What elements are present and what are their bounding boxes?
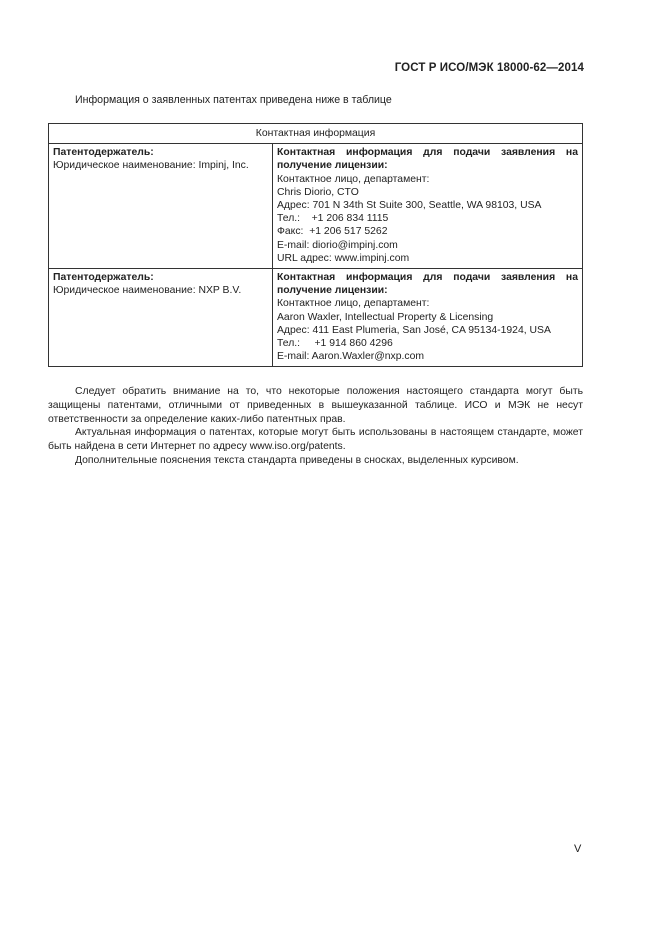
page-number: V: [574, 843, 582, 855]
holder-name: Юридическое наименование: Impinj, Inc.: [53, 160, 249, 172]
contact-title: Контактная информация для подачи заявления на получение лицензии:: [277, 272, 578, 297]
contact-line: Адрес: 411 East Plumeria, San José, CA 95134-1924, USA: [277, 324, 551, 336]
page-header: ГОСТ Р ИСО/МЭК 18000-62—2014: [394, 62, 584, 74]
contact-url: URL адрес: www.impinj.com: [277, 252, 410, 264]
contact-line: Контактное лицо, департамент:: [277, 298, 430, 310]
notes-section: [48, 385, 583, 468]
holder-title: Патентодержатель:: [53, 147, 154, 159]
table-caption-row: [49, 124, 583, 144]
contact-email: E-mail: Aaron.Waxler@nxp.com: [277, 351, 425, 363]
table-caption: Контактная информация: [49, 124, 583, 144]
table-row: [49, 269, 583, 367]
contact-line: Aaron Waxler, Intellectual Property & Licensing: [277, 311, 494, 323]
holder-cell: [49, 144, 273, 269]
table-row: [49, 144, 583, 269]
holder-name: Юридическое наименование: NXP B.V.: [53, 285, 242, 297]
contact-line: Факс: +1 206 517 5262: [277, 226, 388, 238]
contact-line: Контактное лицо, департамент:: [277, 173, 430, 185]
note-paragraph: Следует обратить внимание на то, что некоторые положения настоящего стандарта могут быть защищены патентами, отличными от приведенных в вышеуказанной таблице. ИСО и МЭК не несут ответственности за определение каких-либо патентных прав.: [48, 386, 583, 425]
note-paragraph: Дополнительные пояснения текста стандарта приведены в сносках, выделенных курсивом.: [75, 454, 519, 466]
contact-cell: [273, 144, 583, 269]
contact-title: Контактная информация для подачи заявления на получение лицензии:: [277, 147, 578, 172]
contact-line: Chris Diorio, CTO: [277, 186, 359, 198]
contact-email: E-mail: diorio@impinj.com: [277, 239, 398, 251]
contact-line: Адрес: 701 N 34th St Suite 300, Seattle, WA 98103, USA: [277, 200, 542, 212]
contact-line: Тел.: +1 914 860 4296: [277, 338, 393, 350]
contact-cell: [273, 269, 583, 367]
holder-title: Патентодержатель:: [53, 272, 154, 284]
intro-text: Информация о заявленных патентах приведена ниже в таблице: [75, 94, 392, 106]
patent-table: [48, 123, 583, 367]
contact-line: Тел.: +1 206 834 1115: [277, 213, 389, 225]
note-paragraph: Актуальная информация о патентах, которые могут быть использованы в настоящем стандарте, может быть найдена в сети Интернет по адресу www.iso.org/patents.: [48, 427, 583, 453]
holder-cell: [49, 269, 273, 367]
